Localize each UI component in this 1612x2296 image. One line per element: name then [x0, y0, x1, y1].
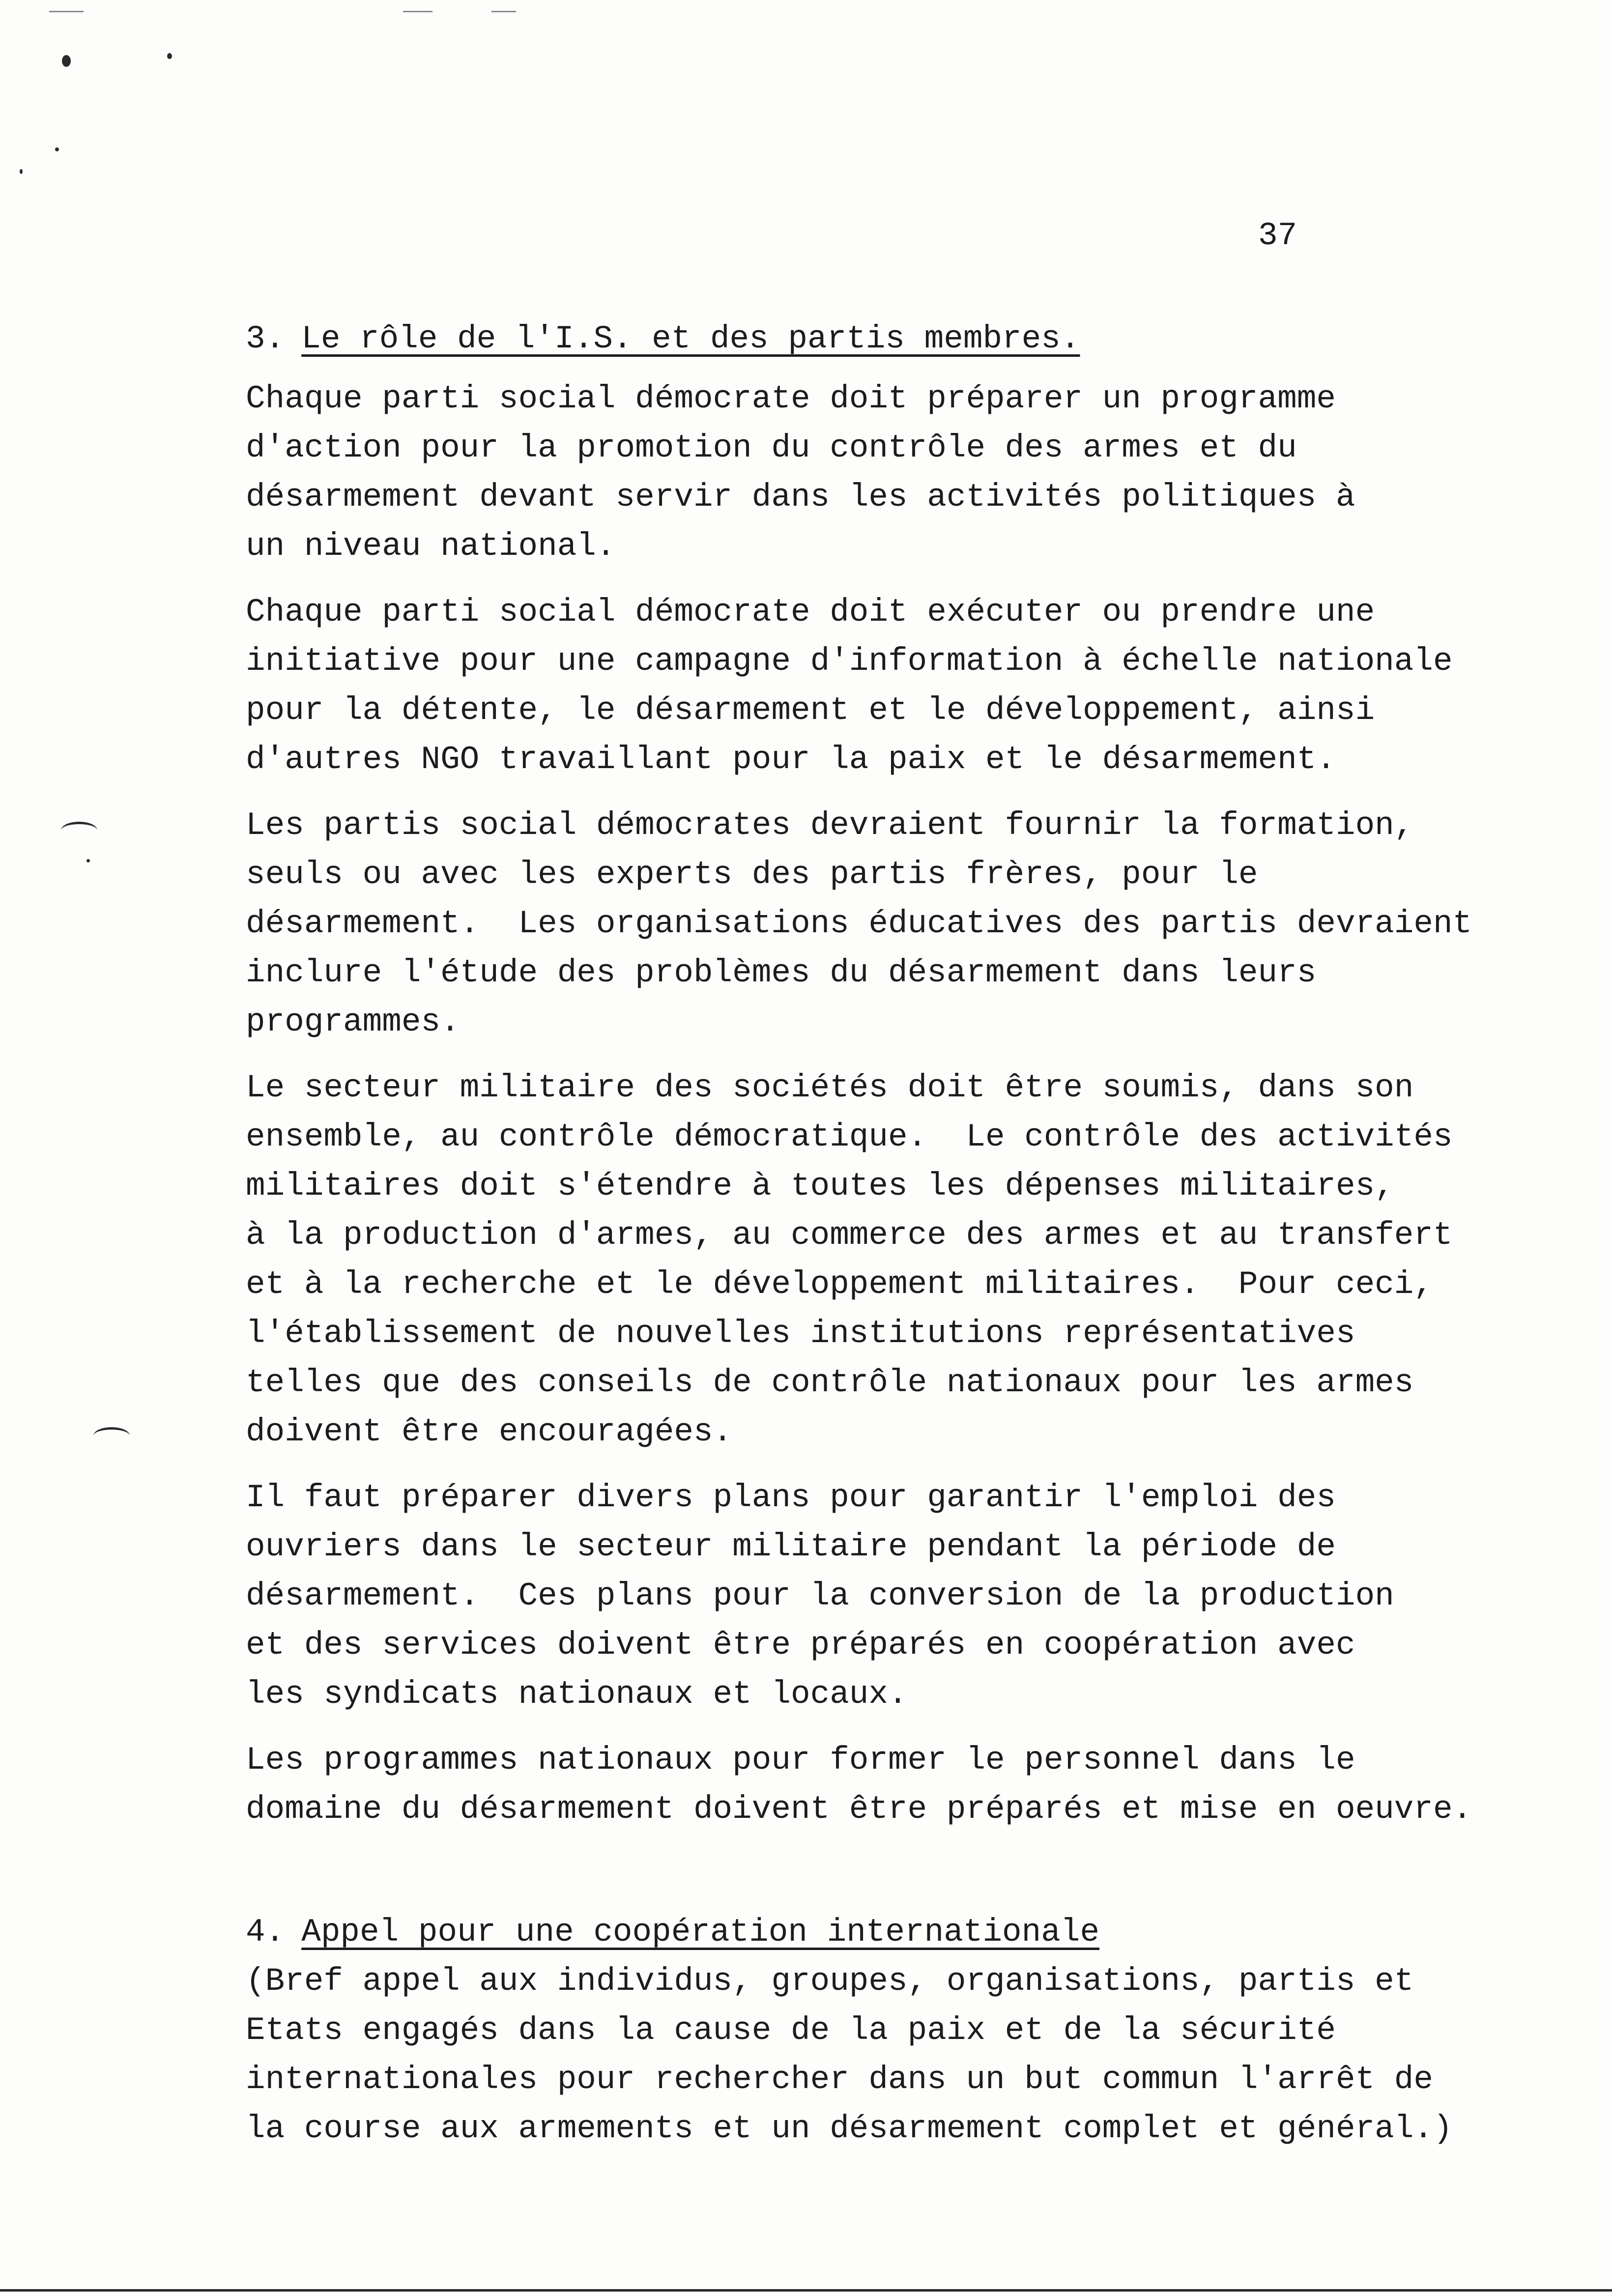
scan-artifact-mark: [20, 169, 23, 174]
paragraph: Le secteur militaire des sociétés doit être soumis, dans son ensemble, au contrôle démocratique. Le contrôle des activités militaires doit s'étendre à toutes les dépenses militaires, à la production d'armes, au commerce des armes et au transfert et à la recherche et le développement militaires. Pour ceci, l'établissement de nouvelles institutions représentatives telles que des conseils de contrôle nationaux pour les armes doivent être encouragées.: [246, 1069, 1453, 1450]
section-3-number: 3.: [246, 320, 285, 357]
margin-mark: [61, 822, 97, 839]
section-3-title: Le rôle de l'I.S. et des partis membres.: [301, 320, 1080, 357]
section-4-heading: [246, 1908, 1533, 1957]
scan-artifact-mark: [167, 53, 172, 59]
scan-artifact-mark: [86, 859, 90, 862]
page-number: 37: [1258, 217, 1297, 254]
paragraph: Il faut préparer divers plans pour garantir l'emploi des ouvriers dans le secteur militaire pendant la période de désarmement. Ces plans pour la conversion de la production et des services doivent être préparés en coopération avec les syndicats nationaux et locaux.: [246, 1479, 1394, 1713]
paragraph: Chaque parti social démocrate doit préparer un programme d'action pour la promotion du contrôle des armes et du désarmement devant servir dans les activités politiques à un niveau national.: [246, 380, 1355, 565]
paragraph: (Bref appel aux individus, groupes, organisations, partis et Etats engagés dans la cause de la paix et de la sécurité internationales pour rechercher dans un but commun l'arrêt de la course aux armements et un désarmement complet et général.): [246, 1963, 1453, 2147]
section-4-title: Appel pour une coopération internationale: [301, 1914, 1100, 1951]
margin-mark: [93, 1427, 130, 1444]
section-3-heading: [246, 315, 1533, 364]
document-body: [246, 315, 1533, 2170]
paragraph: Les programmes nationaux pour former le personnel dans le domaine du désarmement doivent être préparés et mise en oeuvre.: [246, 1742, 1472, 1828]
scan-artifact-line: [49, 11, 84, 12]
scan-artifact-line: [403, 11, 432, 12]
section-4-number: 4.: [246, 1914, 285, 1951]
paragraph: Chaque parti social démocrate doit exécuter ou prendre une initiative pour une campagne d'information à échelle nationale pour la détente, le désarmement et le développement, ainsi d'autres NGO travaillant pour la paix et le désarmement.: [246, 594, 1453, 778]
section-4: [246, 1908, 1533, 2153]
section-3: [246, 315, 1533, 1834]
paragraph: Les partis social démocrates devraient fournir la formation, seuls ou avec les experts des partis frères, pour le désarmement. Les organisations éducatives des partis devraient inclure l'étude des problèmes du désarmement dans leurs programmes.: [246, 807, 1472, 1040]
page-bottom-rule: [0, 2289, 1612, 2292]
scan-artifact-mark: [55, 147, 59, 151]
scan-artifact-mark: [62, 55, 71, 67]
scan-artifact-line: [491, 11, 516, 12]
